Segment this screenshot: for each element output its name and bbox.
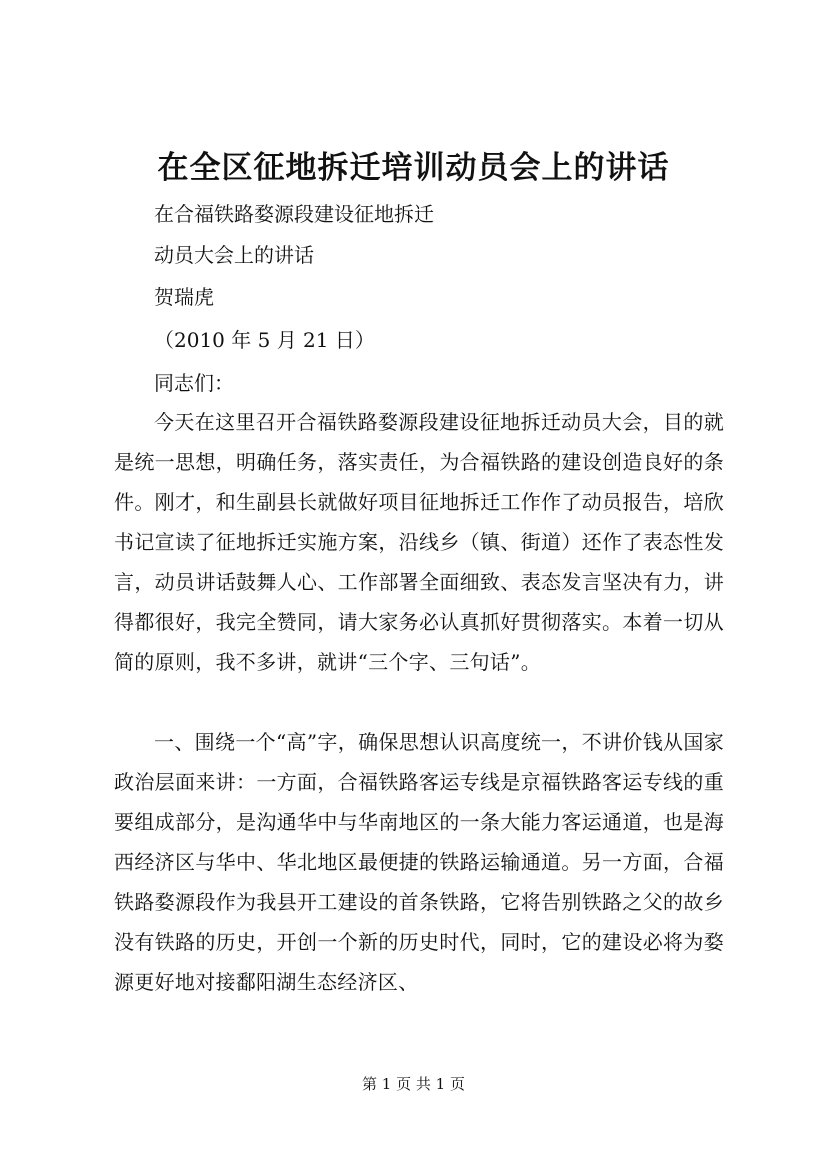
- speaker-name: 贺瑞虎: [154, 285, 214, 309]
- speech-date: （2010 年 5 月 21 日）: [154, 328, 375, 352]
- document-title: 在全区征地拆迁培训动员会上的讲话: [157, 150, 670, 186]
- page-footer: 第 1 页 共 1 页: [362, 1075, 465, 1093]
- body-paragraph-2: 一、围绕一个“高”字，确保思想认识高度统一，不讲价钱从国家政治层面来讲：一方面，合福铁路客运专线是京福铁路客运专线的重要组成部分，是沟通华中与华南地区的一条大能力客运通道，也是海西经济区与华中、华北地区最便捷的铁路运输通道。另一方面，合福铁路婺源段作为我县开工建设的首条铁路，它将告别铁路之父的故乡没有铁路的历史，开创一个新的历史时代，同时，它的建设必将为婺源更好地对接鄱阳湖生态经济区、: [114, 730, 724, 994]
- subtitle-line-1: 在合福铁路婺源段建设征地拆迁: [154, 202, 434, 226]
- subtitle-line-2: 动员大会上的讲话: [154, 243, 314, 267]
- body-paragraph-1: 今天在这里召开合福铁路婺源段建设征地拆迁动员大会，目的就是统一思想，明确任务，落实责任，为合福铁路的建设创造良好的条件。刚才，和生副县长就做好项目征地拆迁工作作了动员报告，培欣书记宣读了征地拆迁实施方案，沿线乡（镇、街道）还作了表态性发言，动员讲话鼓舞人心、工作部署全面细致、表态发言坚决有力，讲得都很好，我完全赞同，请大家务必认真抓好贯彻落实。本着一切从简的原则，我不多讲，就讲“三个字、三句话”。: [114, 410, 724, 674]
- salutation: 同志们：: [154, 371, 234, 395]
